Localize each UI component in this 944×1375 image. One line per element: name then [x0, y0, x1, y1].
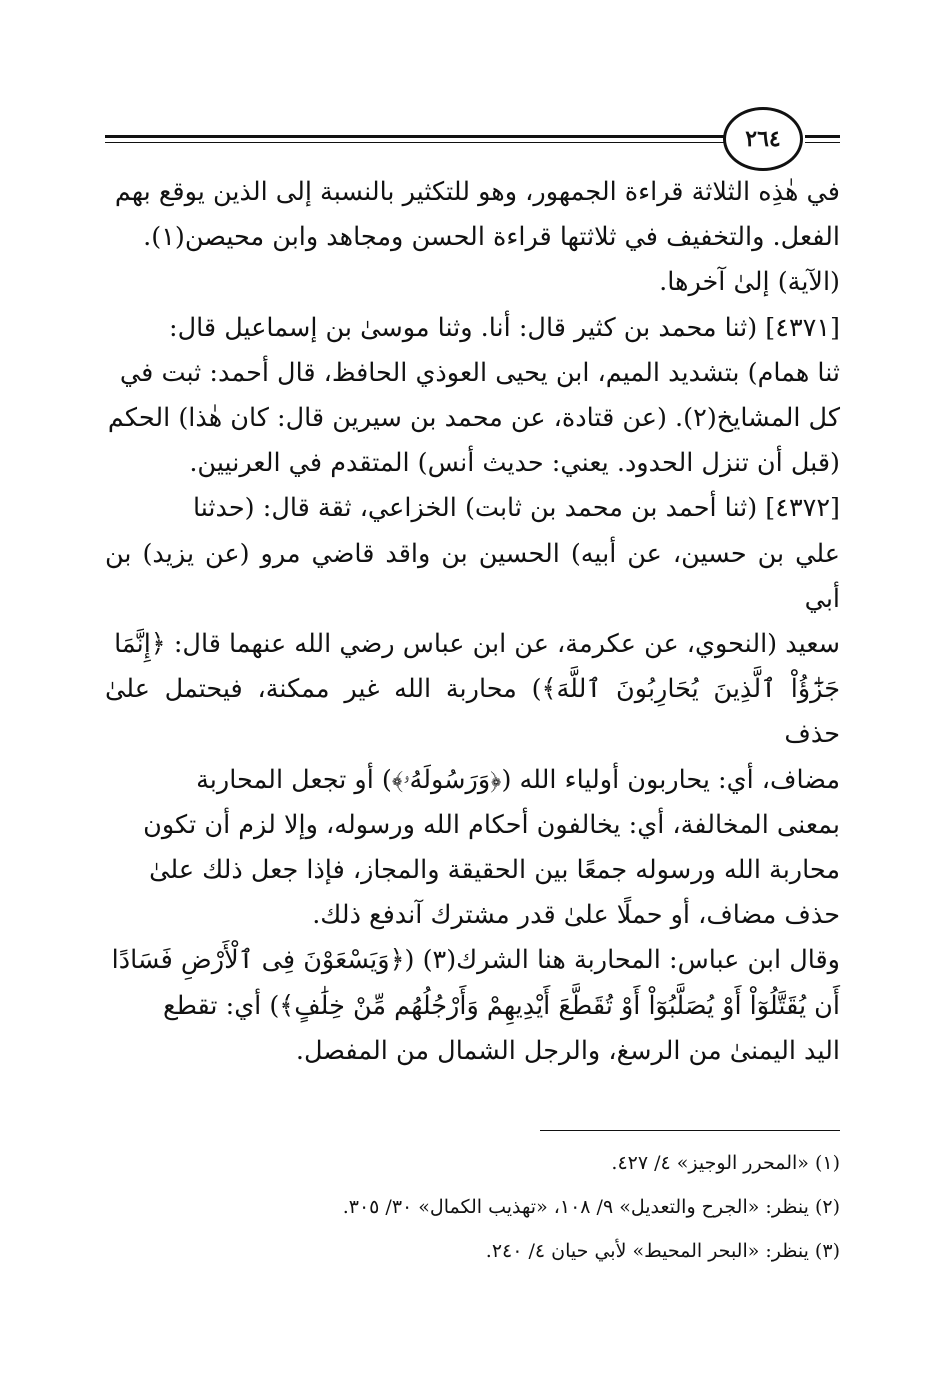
footnotes: [105, 1130, 840, 1273]
header-rule-end-thin: [805, 142, 840, 143]
footnote-2: (٢) ينظر: «الجرح والتعديل» ٩/ ١٠٨، «تهذيب الكمال» ٣٠/ ٣٠٥.: [342, 1196, 840, 1218]
header-rule-thin: [105, 142, 730, 143]
body-line: حذف مضاف، أو حملًا علىٰ قدر مشترك آندفع ذلك.: [312, 900, 840, 931]
body-line: ثنا همام) بتشديد الميم، ابن يحيى العوذي الحافظ، قال أحمد: ثبت في: [119, 357, 840, 388]
body-line: الفعل. والتخفيف في ثلاثتها قراءة الحسن ومجاهد وابن محيصن(١).: [143, 222, 840, 253]
body-line: بمعنى المخالفة، أي: يخالفون أحكام الله ورسوله، وإلا لزم أن تكون: [143, 809, 840, 840]
body-line: علي بن حسين، عن أبيه) الحسين بن واقد قاضي مرو (عن يزيد) بن أبي: [105, 538, 840, 614]
footnote-separator: [540, 1130, 840, 1131]
body-line: سعيد (النحوي، عن عكرمة، عن ابن عباس رضي الله عنهما قال: ﴿إِنَّمَا: [114, 629, 840, 660]
header-rule-end-thick: [805, 135, 840, 138]
page-number: ٢٦٤: [723, 107, 803, 171]
body-line: جَزَٰٓؤُاْ ٱلَّذِينَ يُحَارِبُونَ ٱللَّهَ﴾) محاربة الله غير ممكنة، فيحتمل علىٰ حذف: [105, 674, 840, 750]
body-line: مضاف، أي: يحاربون أولياء الله (﴿وَرَسُولَهُۥ﴾) أو تجعل المحاربة: [196, 764, 840, 795]
body-line: وقال ابن عباس: المحاربة هنا الشرك(٣) (﴿وَيَسْعَوْنَ فِى ٱلْأَرْضِ فَسَادًا: [111, 945, 840, 976]
body-text: [105, 170, 840, 1074]
body-line: أَن يُقَتَّلُوٓاْ أَوْ يُصَلَّبُوٓاْ أَوْ تُقَطَّعَ أَيْدِيهِمْ وَأَرْجُلُهُم مِّنْ خِلَٰفٍ﴾) أي: تقطع: [163, 990, 840, 1021]
footnote-1: (١) «المحرر الوجيز» ٤/ ٤٢٧.: [611, 1152, 840, 1174]
body-line: محاربة الله ورسوله جمعًا بين الحقيقة والمجاز، فإذا جعل ذلك علىٰ: [149, 855, 840, 886]
footnote-3: (٣) ينظر: «البحر المحيط» لأبي حيان ٤/ ٢٤٠.: [485, 1240, 840, 1262]
body-line: [٤٣٧١] (ثنا محمد بن كثير قال: أنا. وثنا موسىٰ بن إسماعيل قال:: [169, 312, 840, 343]
body-line: (قبل أن تنزل الحدود. يعني: حديث أنس) المتقدم في العرنيين.: [189, 448, 840, 479]
body-line: [٤٣٧٢] (ثنا أحمد بن محمد بن ثابت) الخزاعي، ثقة قال: (حدثنا: [192, 493, 840, 524]
body-line: (الآية) إلىٰ آخرها.: [659, 267, 840, 298]
header-rule-thick: [105, 135, 730, 138]
body-line: كل المشايخ(٢). (عن قتادة، عن محمد بن سيرين قال: كان هٰذا) الحكم: [107, 403, 840, 434]
body-line: في هٰذِه الثلاثة قراءة الجمهور، وهو للتكثير بالنسبة إلى الذين يوقع بهم: [114, 177, 840, 207]
body-line: اليد اليمنىٰ من الرسغ، والرجل الشمال من المفصل.: [295, 1035, 840, 1066]
